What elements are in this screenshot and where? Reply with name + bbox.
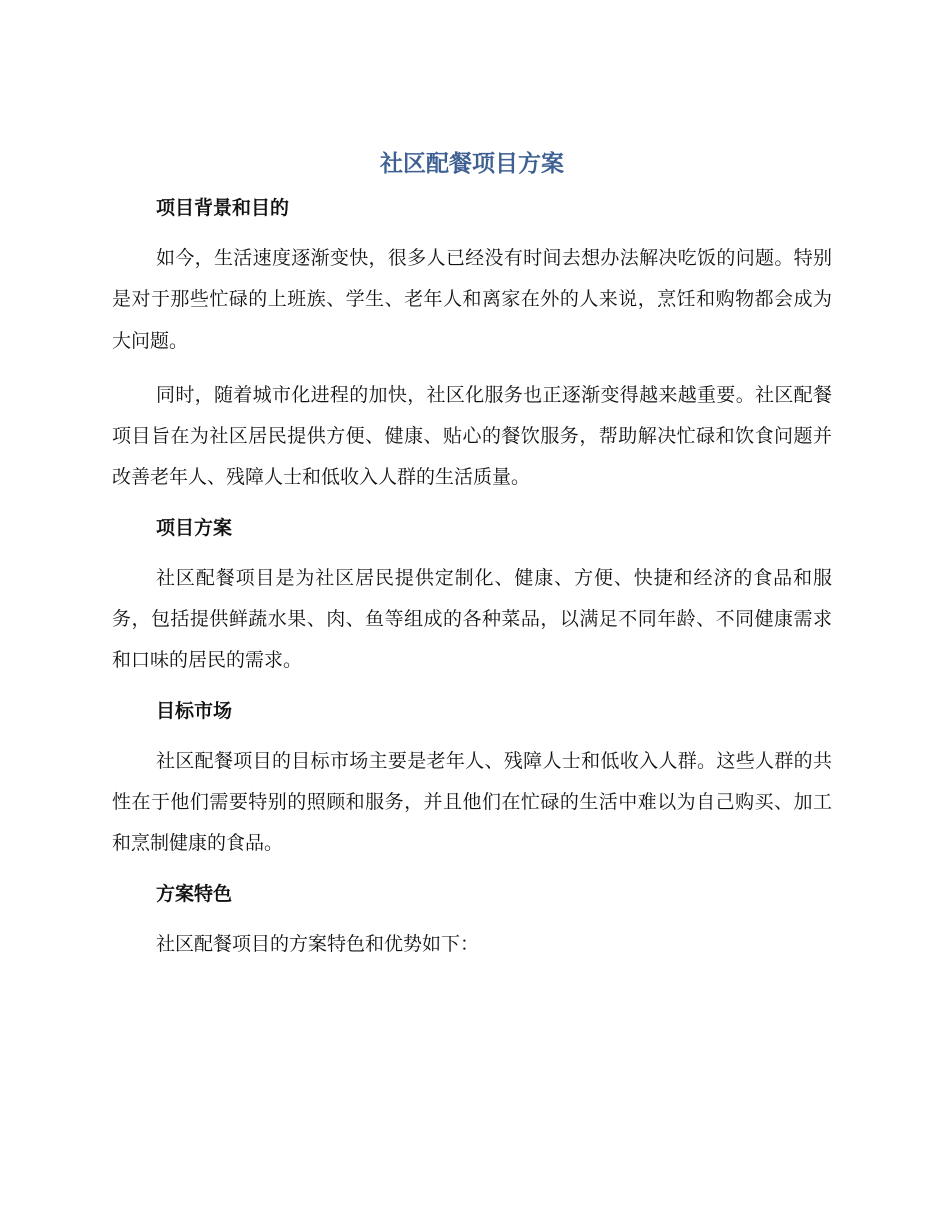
paragraph: 社区配餐项目的方案特色和优势如下： [156, 932, 480, 955]
section-heading: 项目方案 [156, 516, 233, 539]
paragraph: 社区配餐项目是为社区居民提供定制化、健康、方便、快捷和经济的食品和服务，包括提供鲜蔬水果、肉、鱼等组成的各种菜品，以满足不同年龄、不同健康需求和口味的居民的需求。 [112, 566, 832, 672]
document-body [112, 140, 832, 978]
paragraph: 社区配餐项目的目标市场主要是老年人、残障人士和低收入人群。这些人群的共性在于他们需要特别的照顾和服务，并且他们在忙碌的生活中难以为自己购买、加工和烹制健康的食品。 [112, 749, 832, 855]
document-title: 社区配餐项目方案 [380, 151, 564, 177]
section-background [112, 192, 832, 499]
paragraph: 同时，随着城市化进程的加快，社区化服务也正逐渐变得越来越重要。社区配餐项目旨在为社区居民提供方便、健康、贴心的餐饮服务，帮助解决忙碌和饮食问题并改善老年人、残障人士和低收入人群的生活质量。 [112, 383, 832, 489]
paragraph: 如今，生活速度逐渐变快，很多人已经没有时间去想办法解决吃饭的问题。特别是对于那些忙碌的上班族、学生、老年人和离家在外的人来说，烹饪和购物都会成为大问题。 [112, 247, 832, 352]
section-features [112, 878, 832, 965]
section-heading: 方案特色 [156, 882, 233, 905]
section-plan [112, 512, 832, 682]
section-heading: 项目背景和目的 [156, 197, 290, 219]
section-target-market [112, 695, 832, 865]
section-heading: 目标市场 [156, 699, 233, 722]
